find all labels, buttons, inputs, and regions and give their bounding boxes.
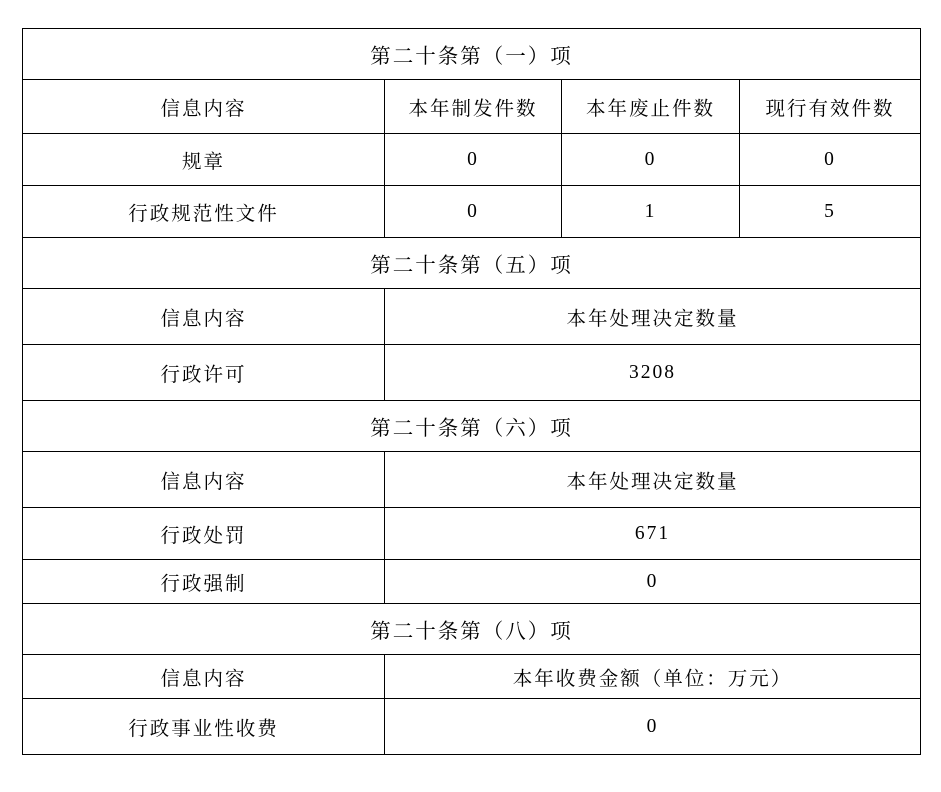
cell-administrative-license-count: 3208 <box>385 345 921 401</box>
column-header-issued-count: 本年制发件数 <box>385 80 562 134</box>
cell-normative-issued: 0 <box>385 186 562 238</box>
cell-regulations-abolished: 0 <box>562 134 740 186</box>
cell-normative-abolished: 1 <box>562 186 740 238</box>
column-header-effective-count: 现行有效件数 <box>740 80 921 134</box>
column-header-decisions-count: 本年处理决定数量 <box>385 452 921 508</box>
table-header-row <box>23 655 921 699</box>
cell-administrative-penalty-count: 671 <box>385 508 921 560</box>
cell-administrative-coercion-count: 0 <box>385 560 921 604</box>
table-row <box>23 134 921 186</box>
row-label-normative-documents: 行政规范性文件 <box>23 186 385 238</box>
section-heading-20-1: 第二十条第（一）项 <box>23 29 921 80</box>
table-row <box>23 699 921 755</box>
section-heading-20-8: 第二十条第（八）项 <box>23 604 921 655</box>
table-header-row <box>23 452 921 508</box>
table-row <box>23 345 921 401</box>
row-label-administrative-penalty: 行政处罚 <box>23 508 385 560</box>
column-header-info-content: 信息内容 <box>23 452 385 508</box>
row-label-administrative-coercion: 行政强制 <box>23 560 385 604</box>
section-heading-20-5: 第二十条第（五）项 <box>23 238 921 289</box>
column-header-decisions-count: 本年处理决定数量 <box>385 289 921 345</box>
column-header-fee-amount: 本年收费金额（单位：万元） <box>385 655 921 699</box>
section-heading-row <box>23 604 921 655</box>
column-header-info-content: 信息内容 <box>23 655 385 699</box>
column-header-info-content: 信息内容 <box>23 289 385 345</box>
cell-administrative-fees-amount: 0 <box>385 699 921 755</box>
section-heading-row <box>23 238 921 289</box>
statistics-table-container <box>22 28 920 755</box>
section-heading-row <box>23 401 921 452</box>
column-header-info-content: 信息内容 <box>23 80 385 134</box>
section-heading-20-6: 第二十条第（六）项 <box>23 401 921 452</box>
column-header-abolished-count: 本年废止件数 <box>562 80 740 134</box>
cell-regulations-issued: 0 <box>385 134 562 186</box>
section-heading-row <box>23 29 921 80</box>
table-row <box>23 508 921 560</box>
row-label-administrative-fees: 行政事业性收费 <box>23 699 385 755</box>
table-row <box>23 186 921 238</box>
row-label-regulations: 规章 <box>23 134 385 186</box>
cell-normative-effective: 5 <box>740 186 921 238</box>
table-header-row <box>23 80 921 134</box>
government-info-statistics-table <box>22 28 921 755</box>
row-label-administrative-license: 行政许可 <box>23 345 385 401</box>
table-header-row <box>23 289 921 345</box>
table-row <box>23 560 921 604</box>
cell-regulations-effective: 0 <box>740 134 921 186</box>
